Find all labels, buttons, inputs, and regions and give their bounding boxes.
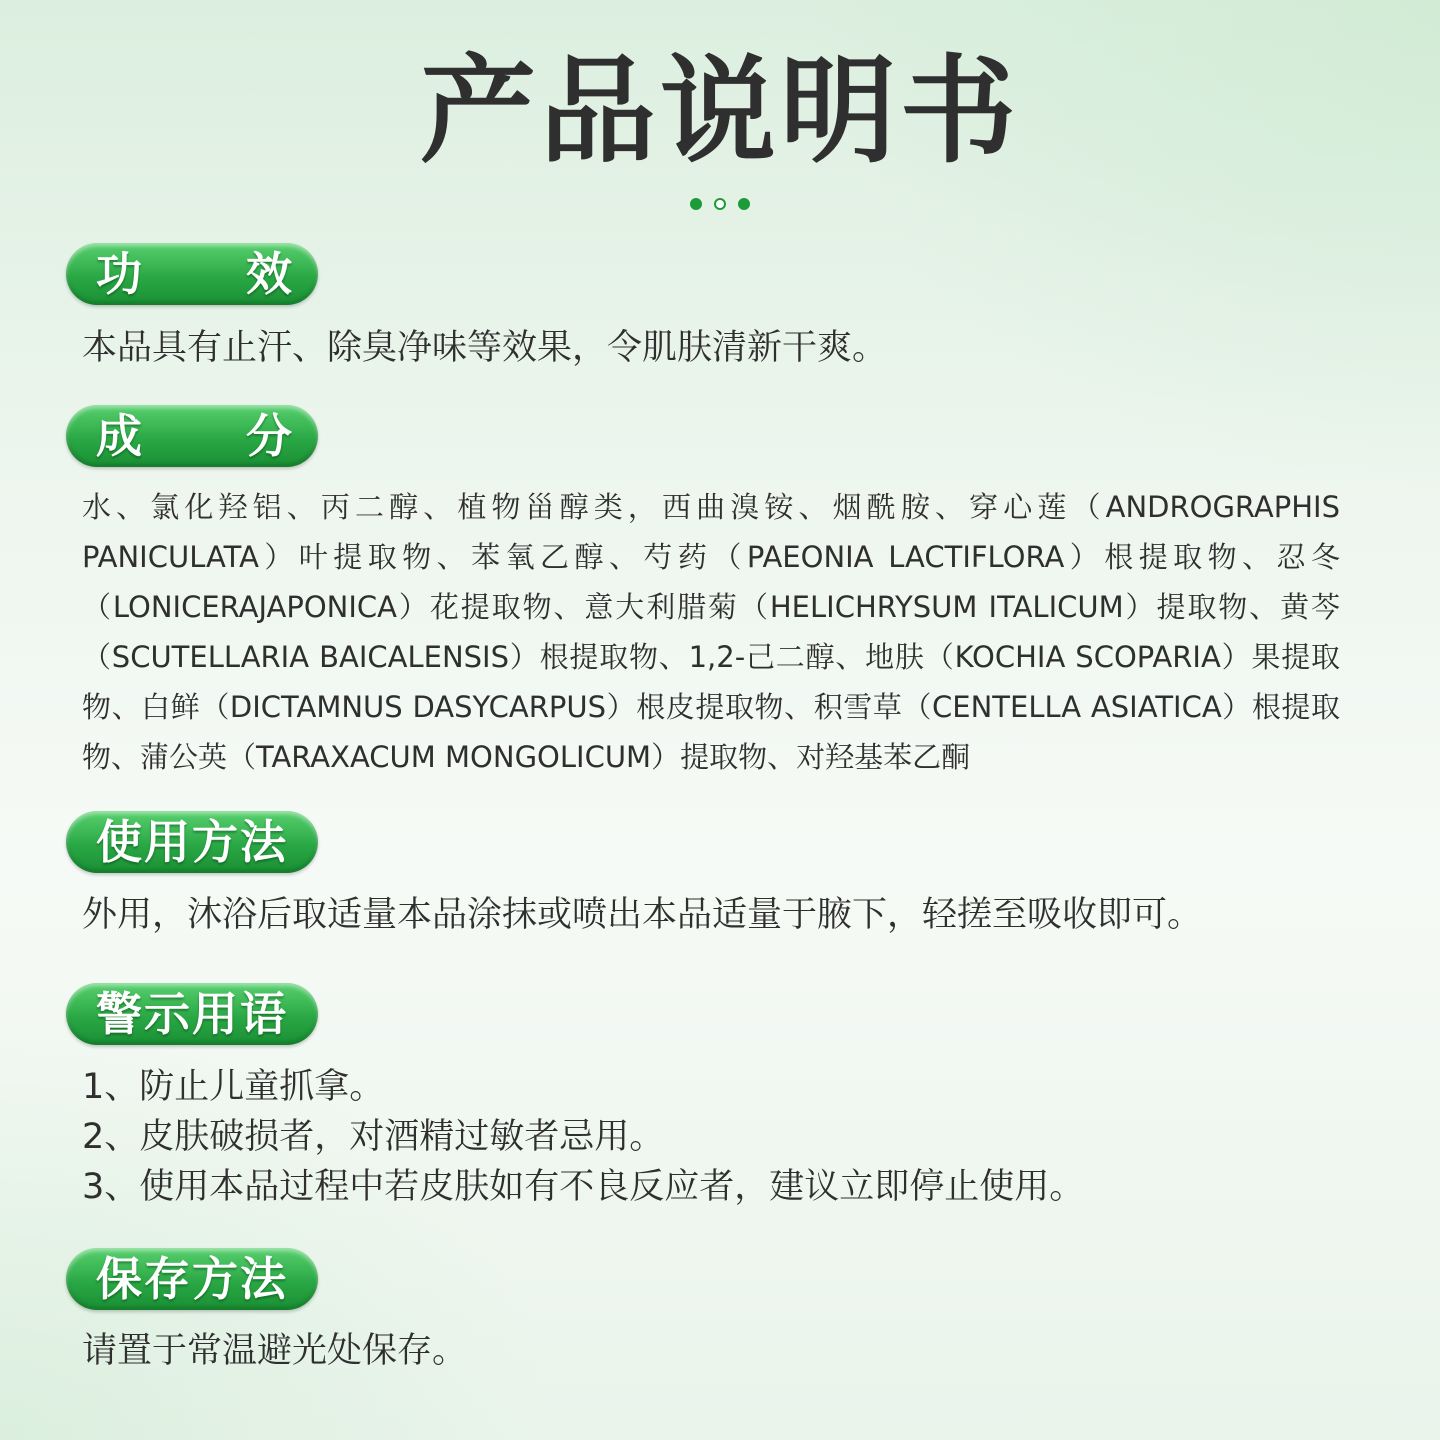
usage-text: 外用，沐浴后取适量本品涂抹或喷出本品适量于腋下，轻搓至吸收即可。 (82, 895, 1203, 935)
dot-filled (738, 198, 750, 210)
ingredients-heading (66, 405, 318, 467)
warnings-list (82, 1062, 1340, 1212)
warnings-heading (66, 983, 318, 1045)
page-title: 产品说明书 (420, 44, 1020, 179)
dot-hollow (714, 198, 726, 210)
warning-item: 2、皮肤破损者，对酒精过敏者忌用。 (82, 1117, 665, 1157)
ingredients-heading-char-1: 成 (96, 409, 142, 463)
storage-text: 请置于常温避光处保存。 (82, 1331, 468, 1371)
efficacy-heading-char-1: 功 (96, 247, 142, 301)
warnings-heading-label: 警示用语 (96, 987, 288, 1041)
ingredients-text: 水、氯化羟铝、丙二醇、植物甾醇类，西曲溴铵、烟酰胺、穿心莲（ANDROGRAPHIS PANICULATA）叶提取物、苯氧乙醇、芍药（PAEONIA LACTIFLORA）根提取物、忍冬（LONICERAJAPONICA）花提取物、意大利腊菊（HELICHRYSUM ITALICUM）提取物、黄芩（SCUTELLARIA BAICALENSIS）根提取物、1,2-己二醇、地肤（KOCHIA SCOPARIA）果提取物、白鲜（DICTAMNUS DASYCARPUS）根皮提取物、积雪草（CENTELLA ASIATICA）根提取物、蒲公英（TARAXACUM MONGOLICUM）提取物、对羟基苯乙酮 (82, 490, 1340, 774)
warning-item: 3、使用本品过程中若皮肤如有不良反应者，建议立即停止使用。 (82, 1167, 1085, 1207)
efficacy-heading-char-2: 效 (246, 247, 292, 301)
dot-filled (690, 198, 702, 210)
usage-heading-label: 使用方法 (96, 815, 288, 869)
storage-heading-label: 保存方法 (96, 1252, 288, 1306)
storage-heading (66, 1248, 318, 1310)
decorative-dots (0, 198, 1440, 210)
usage-heading (66, 811, 318, 873)
efficacy-heading (66, 243, 318, 305)
efficacy-text: 本品具有止汗、除臭净味等效果，令肌肤清新干爽。 (82, 328, 888, 368)
ingredients-heading-char-2: 分 (246, 409, 292, 463)
warning-item: 1、防止儿童抓拿。 (82, 1067, 385, 1107)
